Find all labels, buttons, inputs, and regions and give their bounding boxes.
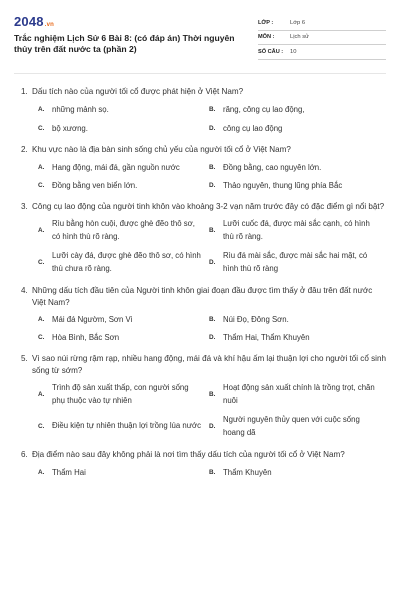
option-letter: A. xyxy=(38,163,45,171)
option-letter: A. xyxy=(38,316,45,323)
answer-option-a[interactable] xyxy=(38,382,209,407)
option-letter: B. xyxy=(209,391,216,398)
meta-value: Lớp 6 xyxy=(290,19,306,26)
question-body: Khu vực nào là địa bàn sinh sống chủ yếu của người tối cổ ở Việt Nam? xyxy=(32,145,291,154)
option-text: Hang động, mái đá, gần nguồn nước xyxy=(52,162,180,172)
answer-option-c[interactable] xyxy=(38,414,209,439)
answer-option-b[interactable] xyxy=(209,104,381,115)
option-letter: A. xyxy=(38,391,45,398)
answer-options xyxy=(14,467,386,478)
option-text: Rìu bằng hòn cuội, được ghè đẽo thô sơ, có hình thù rõ ràng. xyxy=(52,219,195,241)
answer-option-d[interactable] xyxy=(209,123,381,134)
question-text xyxy=(14,285,386,308)
answer-option-a[interactable] xyxy=(38,218,209,243)
option-letter: A. xyxy=(38,227,45,234)
question-text xyxy=(14,449,386,461)
option-text: Núi Đọ, Đông Sơn. xyxy=(223,315,289,324)
option-text: Thẩm Hai xyxy=(52,467,86,477)
answer-option-b[interactable] xyxy=(209,314,381,325)
meta-row-class xyxy=(258,16,386,31)
option-text: Hoạt động sản xuất chính là trồng trọt, chăn nuôi xyxy=(223,383,375,405)
answer-option-b[interactable] xyxy=(209,162,381,173)
option-text: Mái đá Ngườm, Sơn Vi xyxy=(52,315,133,324)
option-letter: C. xyxy=(38,125,45,132)
answer-option-c[interactable] xyxy=(38,180,209,191)
option-letter: B. xyxy=(209,316,216,323)
option-letter: D. xyxy=(209,259,216,266)
meta-table xyxy=(258,16,386,60)
meta-value: 10 xyxy=(290,48,297,55)
answer-option-c[interactable] xyxy=(38,332,209,343)
option-text: Người nguyên thủy quen với cuộc sống hoang dã xyxy=(223,415,360,437)
answer-option-d[interactable] xyxy=(209,180,381,191)
answer-option-a[interactable] xyxy=(38,162,209,173)
question-number: 6. xyxy=(21,450,28,459)
option-text: Điều kiện tự nhiên thuận lợi trồng lúa nước xyxy=(52,421,201,431)
question-number: 4. xyxy=(21,286,28,295)
option-text: Lưỡi cuốc đá, được mài sắc cạnh, có hình thù rõ ràng. xyxy=(223,219,370,241)
option-letter: A. xyxy=(38,106,45,113)
question-number: 1. xyxy=(21,86,28,96)
answer-options xyxy=(14,104,386,134)
question-text xyxy=(14,353,386,376)
meta-label: MÔN : xyxy=(258,34,275,41)
answer-options xyxy=(14,218,386,275)
option-letter: C. xyxy=(38,259,45,266)
option-text: Trình độ sản xuất thấp, con người sống phụ thuộc vào tự nhiên xyxy=(52,383,189,405)
meta-label: LỚP : xyxy=(258,19,274,26)
question-body: Dấu tích nào của người tối cổ được phát hiện ở Việt Nam? xyxy=(32,86,244,96)
question-body: Những dấu tích đầu tiên của Người tinh khôn giai đoạn đầu được tìm thấy ở đâu trên đất nước Việt Nam? xyxy=(32,286,373,307)
answer-option-d[interactable] xyxy=(209,332,381,343)
option-text: những mảnh sọ. xyxy=(52,105,109,114)
question-text xyxy=(14,86,386,98)
option-text: Thảo nguyên, thung lũng phía Bắc xyxy=(223,180,343,190)
answer-option-a[interactable] xyxy=(38,314,209,325)
question-2 xyxy=(14,144,386,191)
question-body: Vì sao núi rừng rậm rạp, nhiều hang động, mái đá và khí hậu ấm lại thuận lợi cho người tối cổ sinh sống từ sớm? xyxy=(32,354,386,375)
question-4 xyxy=(14,285,386,343)
answer-option-d[interactable] xyxy=(209,414,381,439)
answer-options xyxy=(14,382,386,439)
site-logo[interactable] xyxy=(14,14,242,29)
answer-option-c[interactable] xyxy=(38,123,209,134)
question-number: 3. xyxy=(21,201,28,211)
option-text: Thẩm Hai, Thẩm Khuyên xyxy=(223,333,310,342)
meta-label: SỐ CÂU : xyxy=(258,48,284,55)
option-letter: A. xyxy=(38,468,45,476)
option-letter: D. xyxy=(209,423,216,430)
option-text: công cụ lao động xyxy=(223,124,283,133)
question-body: Công cụ lao động của người tinh khôn vào khoảng 3-2 vạn năm trước đây có đặc điểm gì nổi bật? xyxy=(32,201,385,211)
option-letter: C. xyxy=(38,181,45,189)
option-letter: D. xyxy=(209,334,216,341)
option-text: Thẩm Khuyên xyxy=(223,467,272,477)
answer-options xyxy=(14,162,386,191)
option-text: Hòa Bình, Bắc Sơn xyxy=(52,333,120,342)
option-text: Rìu đá mài sắc, được mài sắc hai mặt, có hình thù rõ ràng xyxy=(223,251,368,273)
answer-option-d[interactable] xyxy=(209,250,381,275)
option-letter: B. xyxy=(209,106,216,113)
option-text: răng, công cụ lao động, xyxy=(223,105,305,114)
logo-suffix: .vn xyxy=(44,22,55,28)
option-letter: B. xyxy=(209,227,216,234)
answer-options xyxy=(14,314,386,343)
meta-row-subject xyxy=(258,31,386,46)
worksheet-header xyxy=(14,0,386,60)
answer-option-b[interactable] xyxy=(209,467,381,478)
answer-option-b[interactable] xyxy=(209,382,381,407)
question-1 xyxy=(14,86,386,135)
question-6 xyxy=(14,449,386,478)
option-letter: C. xyxy=(38,334,45,341)
answer-option-c[interactable] xyxy=(38,250,209,275)
option-text: bộ xương. xyxy=(52,124,88,133)
option-text: Đồng bằng, cao nguyên lớn. xyxy=(223,162,322,172)
meta-row-question-count xyxy=(258,45,386,60)
question-text xyxy=(14,201,386,213)
option-text: Đồng bằng ven biển lớn. xyxy=(52,180,138,190)
option-text: Lưỡi cày đá, được ghè đẽo thô sơ, có hình thù chưa rõ ràng. xyxy=(52,251,201,273)
option-letter: D. xyxy=(209,181,216,189)
question-text xyxy=(14,144,386,156)
question-5 xyxy=(14,353,386,439)
question-number: 2. xyxy=(21,145,28,154)
question-list xyxy=(14,74,386,478)
answer-option-b[interactable] xyxy=(209,218,381,243)
option-letter: C. xyxy=(38,423,45,430)
option-letter: B. xyxy=(209,468,216,476)
question-body: Địa điểm nào sau đây không phải là nơi tìm thấy dấu tích của người tối cổ ở Việt Nam? xyxy=(32,450,345,459)
option-letter: B. xyxy=(209,163,216,171)
question-number: 5. xyxy=(21,354,28,363)
question-3 xyxy=(14,201,386,276)
logo-text: 2048 xyxy=(14,14,44,29)
meta-value: Lịch sử xyxy=(290,34,310,41)
option-letter: D. xyxy=(209,125,216,132)
header-left xyxy=(14,14,242,60)
answer-option-a[interactable] xyxy=(38,467,209,478)
answer-option-a[interactable] xyxy=(38,104,209,115)
page-title: Trắc nghiệm Lịch Sử 6 Bài 8: (có đáp án) Thời nguyên thủy trên đất nước ta (phần 2) xyxy=(14,33,235,54)
